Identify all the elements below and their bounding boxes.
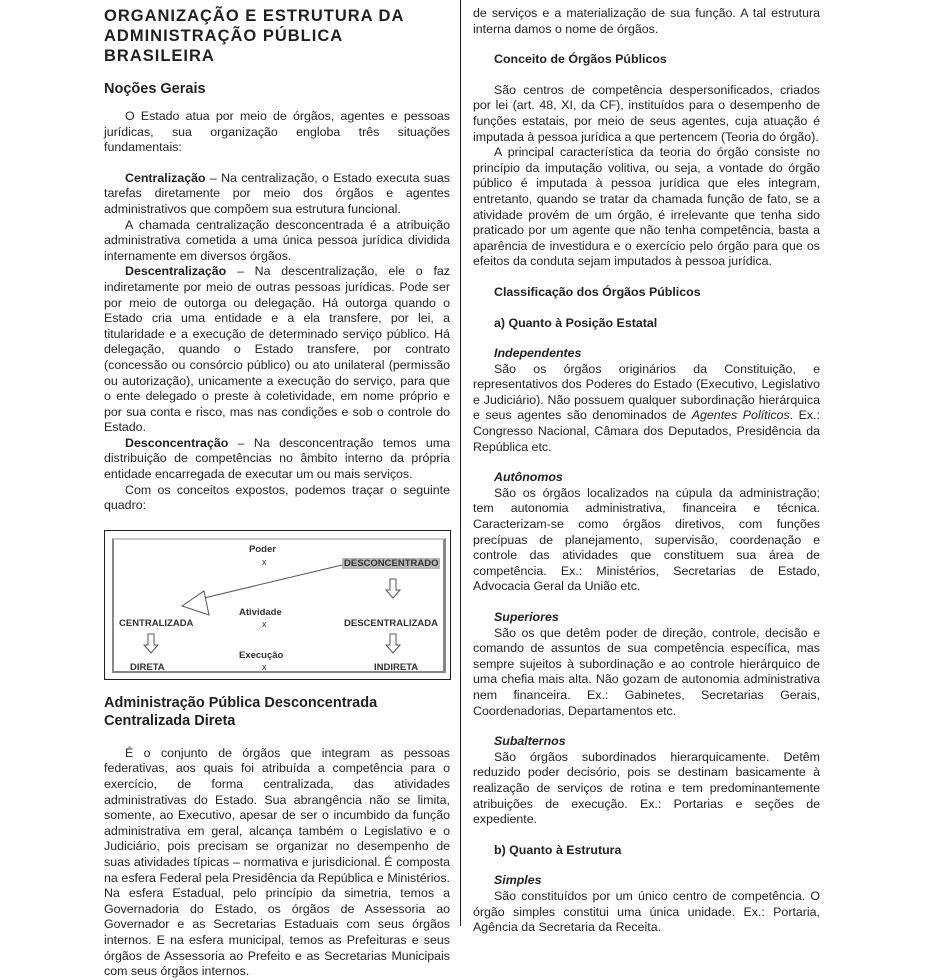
subheading-simples: Simples [494,873,542,888]
diagram-label-direta: DIRETA [130,661,165,673]
subheading-independentes: Independentes [494,346,582,361]
subheading-superiores: Superiores [494,610,559,624]
diagram-label-poder: Poder [249,543,276,555]
heading-posicao-estatal: a) Quanto à Posição Estatal [494,315,658,330]
down-arrow-descentralizada [386,634,400,653]
paragraph-centralizacao-desconcentrada: A chamada centralização desconcentrada é a atribuição administrativa cometida a uma única pessoa jurídica dividida internamente em diversos órgãos. [104,217,450,263]
heading-nocoes-gerais: Noções Gerais [104,81,206,97]
paragraph-quadro: Com os conceitos expostos, podemos traçar o seguinte quadro: [104,482,450,513]
page-title [104,6,450,66]
diagram-label-centralizada: CENTRALIZADA [119,617,194,629]
paragraph-subalternos: São órgãos subordinados hierarquicamente. Detêm reduzido poder decisório, pois se destinam basicamente à realização de serviços de rotina e tem predominantemente atribuições de execução. Ex.: Portarias e seções de expediente. [473,749,820,827]
spacer [473,270,820,285]
title-line-1: ORGANIZAÇÃO E ESTRUTURA DA [104,7,405,25]
paragraph-independentes [473,362,820,456]
diagonal-arrow [182,565,342,615]
right-column [473,0,820,936]
spacer [104,156,450,171]
spacer [473,301,820,316]
subheading-subalternos: Subalternos [494,734,566,749]
paragraph-conceito-1: São centros de competência despersonificados, criados por lei (art. 48, XI, da CF), instituídos para o desempenho de funções estatais, por meio de seus agentes, cuja atuação é imputada à pessoa jurídica a que pertencem (Teoria do órgão). [473,82,820,144]
left-column [104,0,450,980]
spacer [473,595,820,610]
paragraph-intro: O Estado atua por meio de órgãos, agentes e pessoas jurídicas, sua organização engloba três situações fundamentais: [104,109,450,155]
paragraph-adm-desconcentrada: É o conjunto de órgãos que integram as pessoas federativas, aos quais foi atribuída a competência para o exercício, de forma centralizada, das atividades administrativas do Estado. Sua abrangência não se limita, somente, ao Executivo, apesar de ser o incumbido da função administrativa em geral, alcança também o Legislativo e o Judiciário, pois precisam se organizar no desempenho de suas atividades típicas – normativa e jurisdicional. É composta na esfera Federal pela Presidência da República e Ministérios. Na esfera Estadual, pelo princípio da simetria, temos a Governadoria do Estado, os órgãos de Assessoria ao Governador e as Secretarias Estaduais com seus órgãos internos. E na esfera municipal, temos as Prefeituras e seus órgãos de Assessoria ao Prefeito e as Secretarias Municipais com seus órgãos internos. [104,745,450,979]
paragraph-descentralizacao [104,264,450,436]
title-line-2: ADMINISTRAÇÃO PÚBLICA BRASILEIRA [104,27,343,65]
term-centralizacao: Centralização [125,170,206,185]
paragraph-continuation: de serviços e a materialização de sua função. A tal estrutura interna damos o nome de órgãos. [473,6,820,36]
independentes-text-b: . Ex.: Congresso Nacional, Câmara dos Deputados, Presidência da República etc. [473,408,820,454]
descentralizacao-text: – Na descentralização, ele o faz indiretamente por meio de outras pessoas jurídicas. Pode ser por meio de outorga ou delegação. Há outorga quando o Estado cria uma entidade e a ela transfere, por lei, a titularidade e a execução de determinado serviço público. Há delegação, quando o Estado transfere, por contrato (concessão ou consórcio público) ou ato unilateral (permissão ou autorização), unicamente a execução do serviço, para que o ente delegado o preste à coletividade, em nome próprio e por sua conta e risco, mas nas condições e sob o controle do Estado. [104,264,450,435]
diagram-frame [112,538,446,673]
spacer [473,858,820,873]
spacer [473,828,820,843]
diagram-label-execucao: Execução [239,649,284,661]
term-desconcentracao: Desconcentração [125,435,229,450]
diagram-label-atividade: Atividade [239,606,282,618]
diagram-label-desconcentrado: DESCONCENTRADO [344,557,439,569]
paragraph-superiores: São os que detêm poder de direção, controle, decisão e comando de assuntos de sua competência específica, mas sempre sujeitos à subordinação e ao controle hierárquico de uma chefia mais alta. Não gozam de autonomia administrativa nem financeira. Ex.: Gabinetes, Secretarias Gerais, Coordenadorias, Departamentos etc. [473,625,820,718]
paragraph-centralizacao [104,171,450,218]
spacer [473,68,820,83]
down-arrow-centralizada [144,634,158,653]
paragraph-conceito-2: A principal característica da teoria do órgão consiste no princípio da imputação volitiva, ou seja, a vontade do órgão público é imputada à pessoa jurídica que eles integram, entretanto, quando se tratar da chamada função de fato, se a atividade provém de um órgão, é irrelevante que tenha sido praticado por um agente que não tenha competência, basta a aparência de investidura e o exercício pelo órgão para que os efeitos da conduta sejam imputados à pessoa jurídica. [473,145,820,269]
centralizacao-text: – Na centralização, o Estado executa suas tarefas diretamente por meio dos órgãos e agentes administrativos que compõem sua estrutura funcional. [104,170,450,216]
diagram-x-3: x [262,661,267,672]
heading-classificacao: Classificação dos Órgãos Públicos [494,284,701,299]
desconcentracao-text: – Na desconcentração temos uma distribuição de competências no âmbito interno da própria entidade encarregada de executar um ou mais serviços. [104,435,450,482]
subheading-autonomos: Autônomos [494,470,563,485]
independentes-text-a: São os órgãos originários da Constituição, e representativos dos Poderes do Estado (Executivo, Legislativo e Judiciário). Não possuem qualquer subordinação hierárquica e seus agentes são denominados de [473,361,820,423]
down-arrow-desconcentrado [386,579,400,598]
diagram-label-indireta: INDIRETA [374,661,419,673]
diagram-label-descentralizada: DESCENTRALIZADA [344,617,438,629]
spacer [473,455,820,470]
spacer [473,331,820,346]
column-divider [460,0,461,926]
diagram-x-1: x [262,556,267,567]
spacer [473,719,820,734]
diagram-x-2: x [262,618,267,629]
paragraph-autonomos: São os órgãos localizados na cúpula da administração; tem autonomia administrativa, financeira e técnica. Caracterizam-se como órgãos diretivos, com funções precípuas de planejamento, supervisão, coordenação e controle das atividades que constituem sua área de competência. Ex.: Ministérios, Secretarias de Estado, Advocacia Geral da União etc. [473,485,820,594]
spacer [473,37,820,52]
paragraph-simples: São constituídos por um único centro de competência. O órgão simples constitui uma única unidade. Ex.: Portaria, Agência da Secretaria da Receita. [473,888,820,935]
agentes-politicos-term: Agentes Políticos [691,408,790,423]
diagram-arrows [114,540,448,680]
concept-diagram [104,530,451,680]
paragraph-desconcentracao [104,436,450,483]
heading-adm-desconcentrada: Administração Pública Desconcentrada Centralizada Direta [104,694,378,729]
heading-conceito: Conceito de Órgãos Públicos [494,52,667,67]
term-descentralizacao: Descentralização [125,264,227,279]
heading-estrutura: b) Quanto à Estrutura [494,842,622,857]
